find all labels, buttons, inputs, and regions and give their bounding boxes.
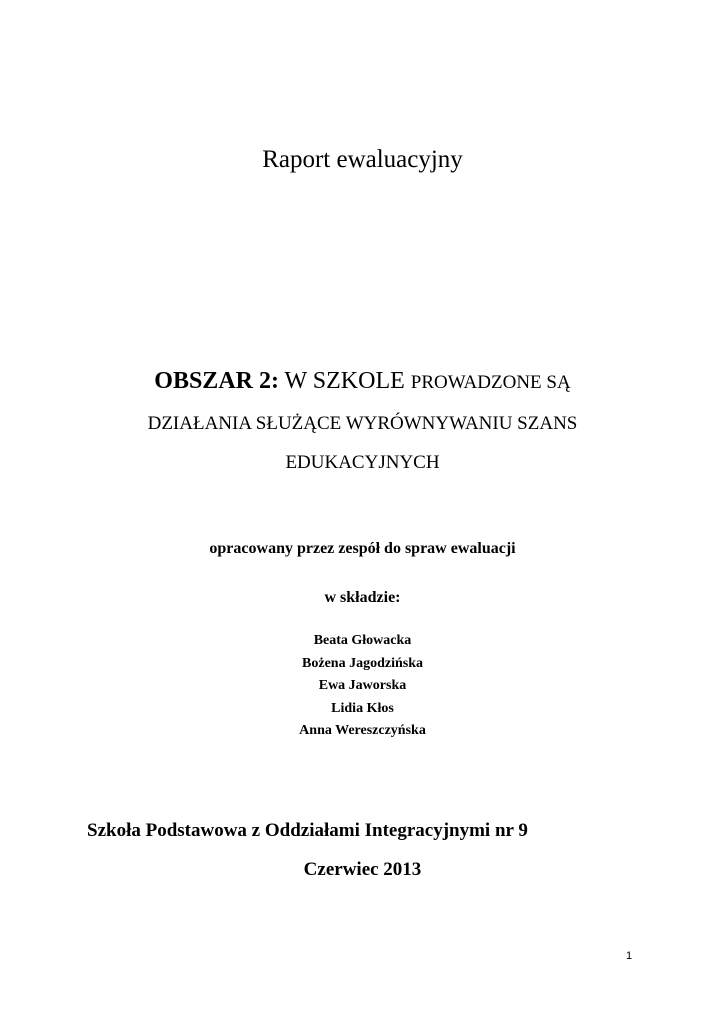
area-heading-line-3: EDUKACYJNYCH: [285, 452, 440, 473]
area-heading-line-1: [0, 365, 725, 399]
team-member: Anna Wereszczyńska: [299, 723, 426, 738]
area-heading-line-2: DZIAŁANIA SŁUŻĄCE WYRÓWNYWANIU SZANS: [147, 413, 578, 434]
page-number: 1: [626, 950, 633, 962]
team-member: Lidia Kłos: [331, 700, 394, 716]
team-members-list: [0, 630, 725, 743]
team-member: Beata Głowacka: [313, 633, 412, 648]
school-name: Szkoła Podstawowa z Oddziałami Integracyjnymi nr 9: [87, 820, 528, 841]
team-member: Ewa Jaworska: [318, 678, 407, 693]
report-date: Czerwiec 2013: [303, 859, 422, 880]
area-label: OBSZAR 2:: [154, 368, 279, 394]
composition-label: w składzie:: [324, 589, 401, 606]
area-line-1-rest: PROWADZONE SĄ: [410, 372, 571, 393]
prepared-by: opracowany przez zespół do spraw ewaluacji: [209, 540, 516, 557]
area-first-word: W SZKOLE: [284, 368, 405, 394]
report-title: Raport ewaluacyjny: [262, 146, 463, 173]
team-member: Bożena Jagodzińska: [302, 655, 423, 671]
